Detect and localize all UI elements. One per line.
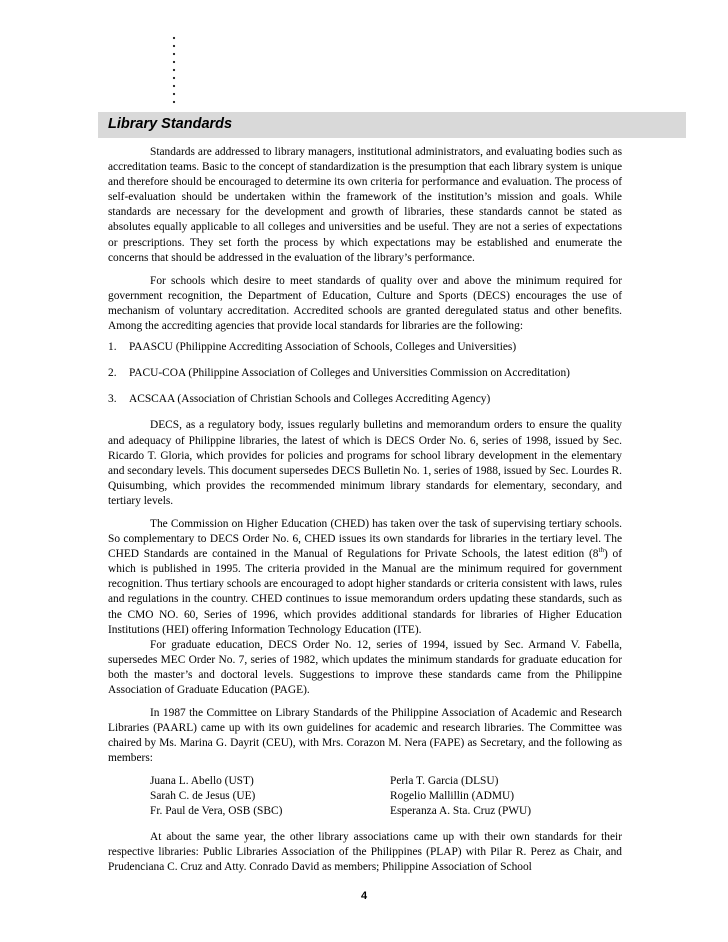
- body-text: [108, 145, 622, 884]
- paragraph-other-associations: At about the same year, the other library associations came up with their own standards for their respective libraries: Public Libraries Association of the Philippines (PLAP) with Pilar R. Perez as Chair, and Prudenciana C. Cruz and Atty. Conrado David as members; Philippine Association of School: [108, 831, 622, 874]
- member-name: Perla T. Garcia (DLSU): [390, 775, 499, 788]
- list-item: 1. PAASCU (Philippine Accrediting Association of Schools, Colleges and Universities): [108, 341, 517, 354]
- accrediting-agencies-list: [108, 340, 622, 407]
- members-column-right: [390, 774, 582, 818]
- list-item: 2. PACU-COA (Philippine Association of Colleges and Universities Commission on Accreditation): [108, 367, 570, 380]
- committee-members: [150, 774, 622, 818]
- member-name: Rogelio Mallillin (ADMU): [390, 790, 515, 803]
- member-name: Sarah C. de Jesus (UE): [150, 790, 256, 803]
- decorative-dotted-line: [171, 34, 177, 106]
- paragraph-decs: DECS, as a regulatory body, issues regularly bulletins and memorandum orders to ensure the quality and adequacy of Philippine libraries, the latest of which is DECS Order No. 6, series of 1998, issued by Sec. Ricardo T. Gloria, which provides for policies and programs for school library development in the elementary and secondary levels. This document supersedes DECS Bulletin No. 1, series of 1988, issued by Sec. Lourdes R. Quisumbing, which provides the recommended minimum library standards for elementary, secondary, and tertiary levels.: [108, 419, 622, 507]
- paragraph-graduate-education: For graduate education, DECS Order No. 12, series of 1994, issued by Sec. Armand V. Fabella, supersedes MEC Order No. 7, series of 1982, which updates the minimum standards for graduate education for both the master’s and doctoral levels. Suggestions to improve these standards came from the Philippine Association of Graduate Education (PAGE).: [108, 638, 622, 696]
- members-column-left: [150, 774, 342, 818]
- paragraph-paarl: In 1987 the Committee on Library Standards of the Philippine Association of Academic and Research Libraries (PAARL) came up with its own guidelines for academic and research libraries. The Committee was chaired by Ms. Marina G. Dayrit (CEU), with Mrs. Corazon M. Nera (FAPE) as Secretary, and the following as members:: [108, 707, 622, 765]
- paragraph-standards-intro: Standards are addressed to library managers, institutional administrators, and evaluating bodies such as accreditation teams. Basic to the concept of standardization is the presumption that each library system is unique and therefore should be encouraged to determine its own criteria for performance and evaluation. The process of self-evaluation should be undertaken within the framework of the institution’s mission and goals. While standards are necessary for the development and growth of libraries, these standards cannot be stated as absolutes equally applicable to all colleges and universities and be useful. They are not a series of expectations or prescriptions. They set forth the process by which expectations may be established and enumerate the concerns that should be addressed in the evaluation of the library’s performance.: [108, 146, 622, 264]
- member-name: Fr. Paul de Vera, OSB (SBC): [150, 804, 283, 817]
- paragraph-accreditation: For schools which desire to meet standards of quality over and above the minimum required for government recognition, the Department of Education, Culture and Sports (DECS) encourages the use of mechanism of voluntary accreditation. Accredited schools are granted deregulated status and other benefits. Among the accrediting agencies that provide local standards for libraries are the following:: [108, 274, 622, 333]
- member-name: Esperanza A. Sta. Cruz (PWU): [390, 804, 532, 817]
- member-name: Juana L. Abello (UST): [150, 775, 254, 788]
- list-item: 3. ACSCAA (Association of Christian Schools and Colleges Accrediting Agency): [108, 393, 491, 406]
- page-title: Library Standards: [108, 116, 233, 132]
- page-number: 4: [360, 890, 368, 902]
- paragraph-ched: The Commission on Higher Education (CHED) has taken over the task of supervising tertiary schools. So complementary to DECS Order No. 6, CHED issues its own standards for libraries in the tertiary level. The CHED Standards are contained in the Manual of Regulations for Private Schools, the latest edition (8th) of which is published in 1995. The criteria provided in the Manual are the minimum required for government recognition. Thus tertiary schools are encouraged to adopt higher standards or criteria consistent with laws, rules and regulations in the country. CHED continues to issue memorandum orders updating these standards, such as the CMO NO. 60, Series of 1996, which provides additional standards for libraries of Higher Education Institutions (HEI) offering Information Technology Education (ITE).: [108, 517, 622, 636]
